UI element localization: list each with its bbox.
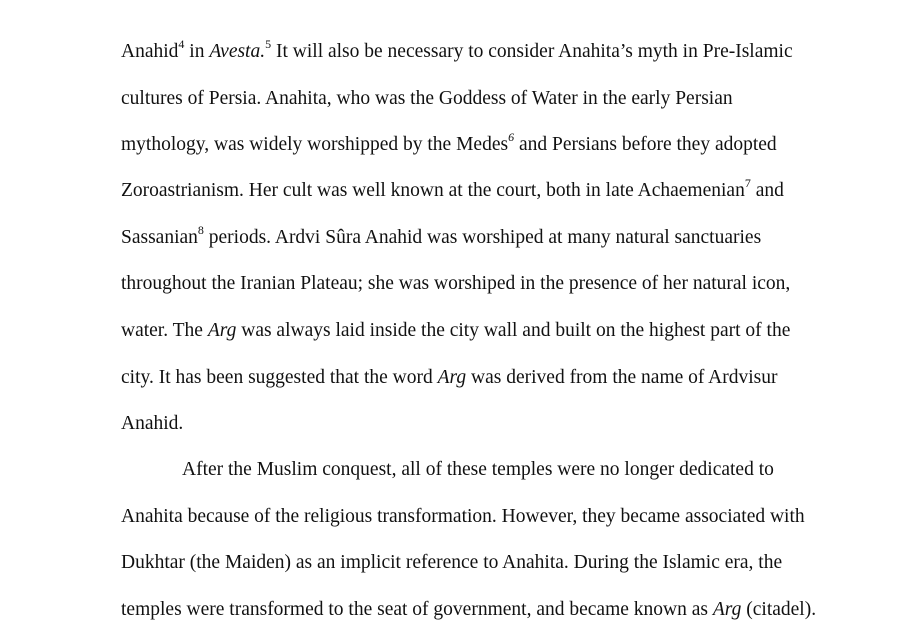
text-line: Anahita because of the religious transformation. However, they became associated with [121,506,805,527]
text-line: throughout the Iranian Plateau; she was worshiped in the presence of her natural icon, [121,273,791,294]
text-line: cultures of Persia. Anahita, who was the Goddess of Water in the early Persian [121,88,733,109]
italic-text: Avesta. [209,41,266,62]
text-line [121,222,762,250]
footnote-marker: 6 [508,129,515,144]
text-run: (citadel). [741,599,817,620]
text-line [121,129,777,157]
text-line [121,366,778,390]
text-run: mythology, was widely worshipped by the Medes [121,134,509,155]
text-run: was derived from the name of Ardvisur [466,367,778,388]
italic-text: Arg [712,599,742,620]
text-run: was always laid inside the city wall and built on the highest part of the [236,320,791,341]
italic-text: Arg [437,367,467,388]
text-run: temples were transformed to the seat of government, and became known as [121,599,713,620]
text-line [121,319,790,343]
footnote-marker: 5 [265,36,272,51]
footnote-marker: 7 [744,175,751,190]
text-line: After the Muslim conquest, all of these temples were no longer dedicated to [182,459,774,480]
text-run: and [750,180,784,201]
text-line [121,36,793,64]
text-run: in [184,41,210,62]
text-run: periods. Ardvi Sûra Anahid was worshiped at many natural sanctuaries [203,227,762,248]
footnote-marker: 4 [178,36,185,51]
text-line [121,598,816,622]
text-run: city. It has been suggested that the word [121,367,438,388]
footnote-marker: 8 [197,222,204,237]
text-run: water. The [121,320,208,341]
text-run: Zoroastrianism. Her cult was well known at the court, both in late Achaemenian [121,180,745,201]
text-line: Anahid. [121,413,184,434]
text-line: Dukhtar (the Maiden) as an implicit reference to Anahita. During the Islamic era, the [121,552,783,573]
italic-text: Arg [207,320,237,341]
text-run: Anahid [121,41,179,62]
text-run: and Persians before they adopted [514,134,777,155]
text-line [121,175,784,203]
text-run: It will also be necessary to consider Anahita’s myth in Pre-Islamic [271,41,793,62]
text-run: Sassanian [121,227,198,248]
